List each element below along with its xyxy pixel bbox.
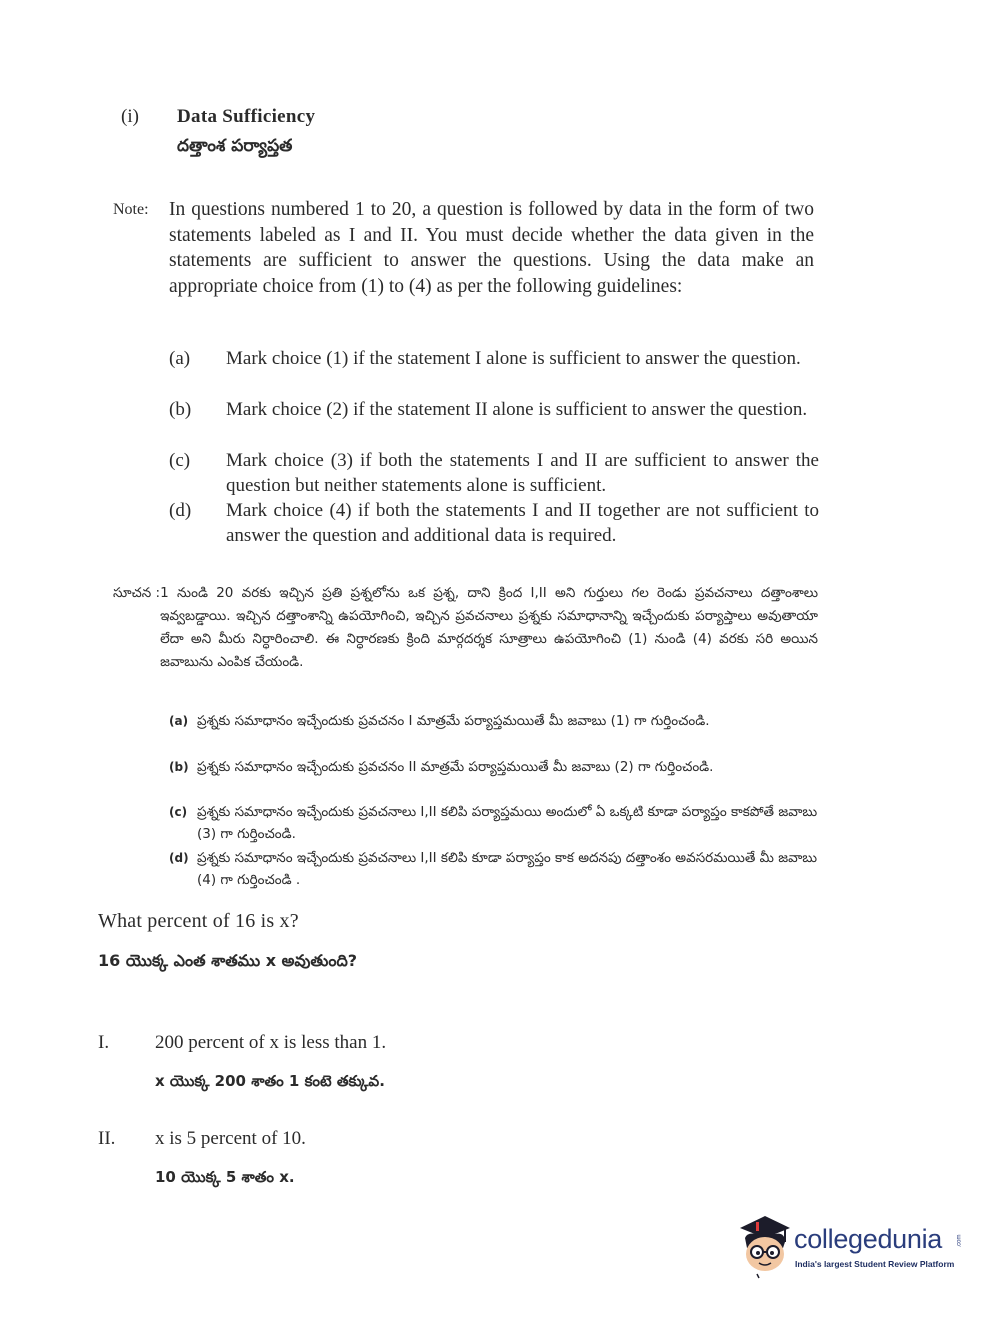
guideline-telugu-label: (a) <box>169 714 189 728</box>
guideline-item <box>169 397 819 422</box>
guideline-telugu-item <box>169 756 819 778</box>
guideline-text: Mark choice (1) if the statement I alone is sufficient to answer the question. <box>226 348 801 369</box>
guideline-item <box>169 498 819 548</box>
guideline-label: (d) <box>169 500 192 521</box>
brand-tagline: India's largest Student Review Platform <box>795 1259 955 1269</box>
guideline-label: (b) <box>169 399 192 420</box>
brand-suffix: .com <box>956 1234 963 1248</box>
guideline-text: Mark choice (2) if the statement II alone is sufficient to answer the question. <box>226 399 808 420</box>
guideline-text: Mark choice (4) if both the statements I and II together are not sufficient to answer the question and additional data is required. <box>226 500 819 546</box>
statement-text-telugu: x యొక్క 200 శాతం 1 కంటె తక్కువ. <box>155 1072 385 1090</box>
guideline-telugu-label: (b) <box>169 760 189 774</box>
guideline-telugu-label: (c) <box>169 805 188 819</box>
guideline-telugu-item <box>169 801 819 845</box>
guideline-telugu-label: (d) <box>169 851 189 865</box>
guideline-telugu-item <box>169 847 819 891</box>
note-label: Note: <box>113 201 149 218</box>
guideline-label: (c) <box>169 450 191 471</box>
note-telugu-label: సూచన : <box>113 585 161 601</box>
section-number: (i) <box>121 106 139 127</box>
guideline-telugu-item <box>169 710 819 732</box>
question-text: What percent of 16 is x? <box>98 910 299 932</box>
statement-text: x is 5 percent of 10. <box>155 1128 306 1149</box>
section-title-telugu: దత్తాంశ పర్యాప్తత <box>177 136 293 156</box>
guideline-item <box>169 448 819 498</box>
guideline-telugu-text: ప్రశ్నకు సమాధానం ఇచ్చేందుకు ప్రవచనం II మాత్రమే పర్యాప్తమయితే మీ జవాబు (2) గా గుర్తించండి. <box>197 759 714 775</box>
statement-number: II. <box>98 1128 116 1149</box>
guideline-text: Mark choice (3) if both the statements I and II are sufficient to answer the question but neither statements alone is sufficient. <box>226 450 819 496</box>
guideline-telugu-text: ప్రశ్నకు సమాధానం ఇచ్చేందుకు ప్రవచనం I మాత్రమే పర్యాప్తమయితే మీ జవాబు (1) గా గుర్తించండి. <box>197 713 710 729</box>
guideline-item <box>169 346 819 371</box>
guideline-telugu-text: ప్రశ్నకు సమాధానం ఇచ్చేందుకు ప్రవచనాలు I,II కలిపి కూడా పర్యాప్తం కాక అదనపు దత్తాంశం అవసరమయితే మీ జవాబు (4) గా గుర్తించండి . <box>197 850 818 888</box>
graduate-mascot-icon <box>735 1210 795 1280</box>
question-text-telugu: 16 యొక్క ఎంత శాతము x అవుతుంది? <box>98 951 358 970</box>
statement-text-telugu: 10 యొక్క 5 శాతం x. <box>155 1168 295 1186</box>
guideline-telugu-text: ప్రశ్నకు సమాధానం ఇచ్చేందుకు ప్రవచనాలు I,II కలిపి పర్యాప్తమయి అందులో ఏ ఒక్కటి కూడా పర్యాప్తం కాకపోతే జవాబు (3) గా గుర్తించండి. <box>197 804 818 842</box>
section-title: Data Sufficiency <box>177 106 316 127</box>
brand-name: collegedunia <box>794 1224 943 1254</box>
note-text: In questions numbered 1 to 20, a question is followed by data in the form of two statements labeled as I and II. You must decide whether the data given in the statements are sufficient to answer the questions. Using the data make an appropriate choice from (1) to (4) as per the following guidelines: <box>169 199 814 297</box>
guideline-label: (a) <box>169 348 191 369</box>
note-telugu <box>113 582 818 674</box>
note-telugu-text: 1 నుండి 20 వరకు ఇచ్చిన ప్రతి ప్రశ్నలోను ఒక ప్రశ్న, దాని క్రింద I,II అని గుర్తులు గల రెండు ప్రవచనాలు దత్తాంశాలు ఇవ్వబడ్డాయి. ఇచ్చిన దత్తాంశాన్ని ఉపయోగించి, ఇచ్చిన ప్రవచనాలు ప్రశ్నకు సమాధానాన్ని ఇచ్చేందుకు పర్యాప్తాలు అవుతాయా లేదా అని మీరు నిర్ధారించాలి. ఈ నిర్ధారణకు క్రింది మార్గదర్శక సూత్రాలు ఉపయోగించి (1) నుండి (4) వరకు సరి అయిన జవాబును ఎంపిక చేయండి. <box>160 585 818 670</box>
statement-number: I. <box>98 1032 110 1053</box>
statement-text: 200 percent of x is less than 1. <box>155 1032 387 1053</box>
